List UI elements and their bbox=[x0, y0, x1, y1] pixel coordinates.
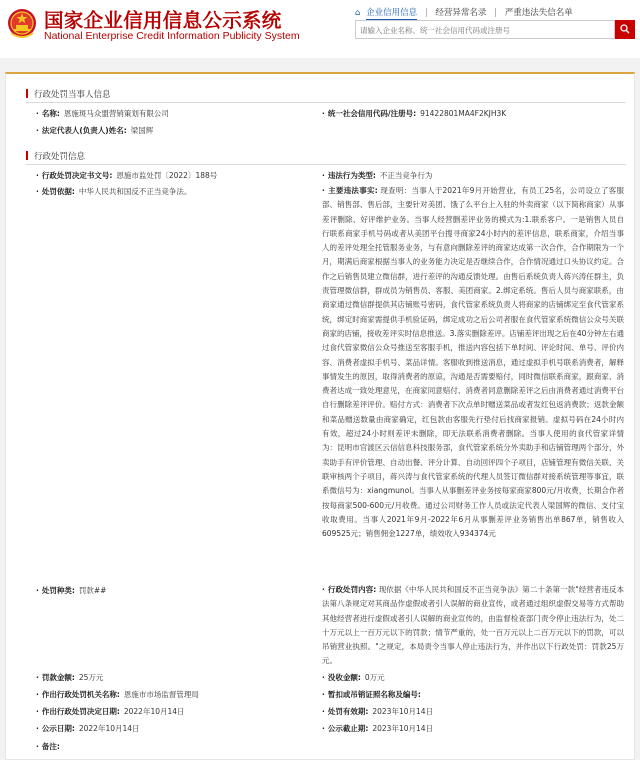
doc-no-row bbox=[36, 169, 217, 183]
site-header bbox=[0, 0, 640, 58]
license-suspend-row bbox=[322, 688, 425, 702]
violation-type-row bbox=[322, 169, 432, 183]
authority-label: · 作出行政处罚机关名称: bbox=[36, 690, 120, 699]
party-name-row bbox=[36, 107, 169, 121]
fine-amount-value: 25万元 bbox=[78, 673, 104, 682]
penalty-basis-label: · 处罚依据: bbox=[36, 187, 75, 196]
publish-date-label: · 公示日期: bbox=[36, 724, 75, 733]
decision-date-label: · 作出行政处罚决定日期: bbox=[36, 707, 120, 716]
remark-label: · 备注: bbox=[36, 742, 60, 751]
search-box bbox=[355, 20, 615, 39]
legal-rep-label: · 法定代表人(负责人)姓名: bbox=[36, 126, 127, 135]
validity-row bbox=[322, 705, 433, 719]
fine-amount-label: · 罚款金额: bbox=[36, 673, 75, 682]
party-name-value: 恩施斑马众盟营销策划有限公司 bbox=[63, 109, 169, 118]
authority-value: 恩施市市场监督管理局 bbox=[123, 690, 199, 699]
license-suspend-label: · 暂扣或吊销证照名称及编号: bbox=[322, 690, 421, 699]
credit-code-value: 91422801MA4F2KJH3K bbox=[420, 109, 507, 118]
penalty-content-value: 现依据《中华人民共和国反不正当竞争法》第二十条第一款"经营者违反本法第八条规定对其商品作虚假或者引人误解的商业宣传，或者通过组织虚假交易等方式帮助其他经营者进行虚假或者引人误解的商业宣传的，由监督检查部门责令停止违法行为，处二十万元以上一百万元以下的罚款；情节严重的，处一百万元以上二百万元以下的罚款，可以吊销营业执照。"之规定，本局责令当事人停止违法行为，并作出以下行政处罚：罚款25万元。 bbox=[322, 585, 625, 666]
confiscate-amount-row bbox=[322, 671, 385, 685]
publish-end-value: 2023年10月14日 bbox=[372, 724, 434, 733]
publish-end-label: · 公示截止期: bbox=[322, 724, 368, 733]
doc-no-label: · 行政处罚决定书文号: bbox=[36, 171, 112, 180]
remark-row bbox=[36, 740, 64, 754]
penalty-content-label: · 行政处罚内容: bbox=[322, 585, 376, 594]
publish-date-value: 2022年10月14日 bbox=[78, 724, 140, 733]
nav-serious-violation-list[interactable]: 严重违法失信名单 bbox=[504, 8, 573, 18]
decision-date-row bbox=[36, 705, 185, 719]
penalty-content-block bbox=[322, 583, 624, 669]
party-section-title: 行政处罚当事人信息 bbox=[26, 88, 111, 100]
legal-rep-value: 梁国辉 bbox=[130, 126, 154, 135]
penalty-detail-card bbox=[5, 72, 635, 760]
site-title: 国家企业信用信息公示系统 bbox=[44, 9, 282, 32]
nav-divider: | bbox=[494, 8, 497, 18]
publish-date-row bbox=[36, 722, 140, 736]
search-icon bbox=[620, 24, 630, 34]
penalty-kind-value: 罚款## bbox=[78, 586, 107, 595]
main-facts-block bbox=[322, 184, 624, 541]
main-facts-label: · 主要违法事实: bbox=[322, 186, 378, 195]
penalty-kind-row bbox=[36, 584, 106, 598]
violation-type-value: 不正当竞争行为 bbox=[379, 171, 433, 180]
top-nav bbox=[355, 6, 578, 20]
nav-divider: | bbox=[424, 8, 428, 18]
nav-enterprise-credit[interactable]: 企业信用信息 bbox=[366, 8, 418, 18]
publish-end-row bbox=[322, 722, 433, 736]
validity-value: 2023年10月14日 bbox=[372, 707, 434, 716]
search-button[interactable] bbox=[615, 20, 635, 39]
legal-rep-row bbox=[36, 124, 153, 138]
decision-date-value: 2022年10月14日 bbox=[123, 707, 185, 716]
penalty-basis-value: 中华人民共和国反不正当竞争法。 bbox=[78, 187, 192, 196]
doc-no-value: 恩施市监处罚〔2022〕188号 bbox=[116, 171, 218, 180]
site-subtitle: National Enterprise Credit Information Publicity System bbox=[44, 30, 300, 42]
authority-row bbox=[36, 688, 199, 702]
nav-abnormal-list[interactable]: 经营异常名录 bbox=[435, 8, 487, 18]
credit-code-label: · 统一社会信用代码/注册号: bbox=[322, 109, 416, 118]
confiscate-amount-value: 0万元 bbox=[364, 673, 385, 682]
national-emblem-icon bbox=[7, 7, 37, 41]
main-facts-value: 现查明：当事人于2021年9月开始营业，有员工25名，公司设立了客服部、销售部、售后部，主要针对美团、饿了么平台上入驻的外卖商家（以下简称商家）从事差评删除、好评维护业务。当事人经营删差评业务的模式为:1.联系客户。一是销售人员自行联系商家手机号码或者从美团平台搜寻商家24小时内的差评信息，联系商家，介绍当事人的差评处理全托管服务业务，与有意向删除差评的商家达成第一次合作，合作期限为一个月，期满后商家根据当事人的业务能力决定是否继续合作，合作情况通过口头协议约定。合作之后销售员建立微信群，进行差评的沟通反馈处理。由售后系统负责人蒋兴涛任群主，负责管理微信群，群成员为销售员、客服、美团商家。2.绑定系统。售后人员与商家联系，由商家通过微信群提供其店铺账号密码，食代管家系统负责人将商家的店铺绑定至食代管家系统，绑定时商家需提供手机验证码，绑定成功之后公司者服在食代管家系统微信公众号关联商家的店铺，接收差评实时信息推送。3.落实删除差评。店铺差评出现之后在40分钟左右通过食代管家微信公众号推送至客服手机，推送内容包括下单时间、评论时间、单号、评价内容、消费者虚拟手机号、菜品详情。客服收到推送消息，通过虚拟手机号联系消费者，解释事情发生的原因，取得消费者的原谅，沟通是否需要赔付，同时微信联系商家，跟商家、消费者达成一致处理意见，在商家同意赔付、消费者同意删除差评之后由消费者通过消费平台自行删除差评评价。赔付方式：消费者下次点单时赠送菜品或者发红包返消费款；返款金额和菜品赠送数量由商家确定，红包款由客服先行垫付后找商家报销。虚拟号码在24小时内有效，超过24小时则差评未删除，即无法联系消费者删除。当事人使用的食代管家详情为：昆明市官渡区云信信息科技服务部，食代管家系统分外卖助手和店铺管理两个部分，外卖助手有评价管理、自动出餐、评分计算、自动回评四个子项目，店铺管理有微信关联、关联审核两个子项目，蒋兴涛与食代管家系统的代理人员签订微信群对接系统管理等事宜，联系微信号为：xiangmunol。当事人从事删差评业务按每家商家800元/月收费，长期合作者按每商家500-600元/月收费。通过公司财务工作人员或法定代表人梁国辉的微信、支付宝收取费用。当事人2021年9月-2022年6月从事删差评业务销售出单867单，销售收入609525元；销售佣金1227单，绩效收入934374元 bbox=[322, 186, 625, 539]
penalty-section-title: 行政处罚信息 bbox=[26, 150, 85, 162]
penalty-basis-row bbox=[36, 185, 191, 199]
confiscate-amount-label: · 没收金额: bbox=[322, 673, 361, 682]
section-divider bbox=[26, 164, 626, 165]
section-divider bbox=[26, 102, 626, 103]
validity-label: · 处罚有效期: bbox=[322, 707, 368, 716]
violation-type-label: · 违法行为类型: bbox=[322, 171, 376, 180]
fine-amount-row bbox=[36, 671, 103, 685]
search-input[interactable] bbox=[360, 23, 610, 37]
party-name-label: · 名称: bbox=[36, 109, 60, 118]
penalty-kind-label: · 处罚种类: bbox=[36, 586, 75, 595]
nav-home-icon: ⌂ bbox=[355, 8, 361, 18]
credit-code-row bbox=[322, 107, 506, 121]
